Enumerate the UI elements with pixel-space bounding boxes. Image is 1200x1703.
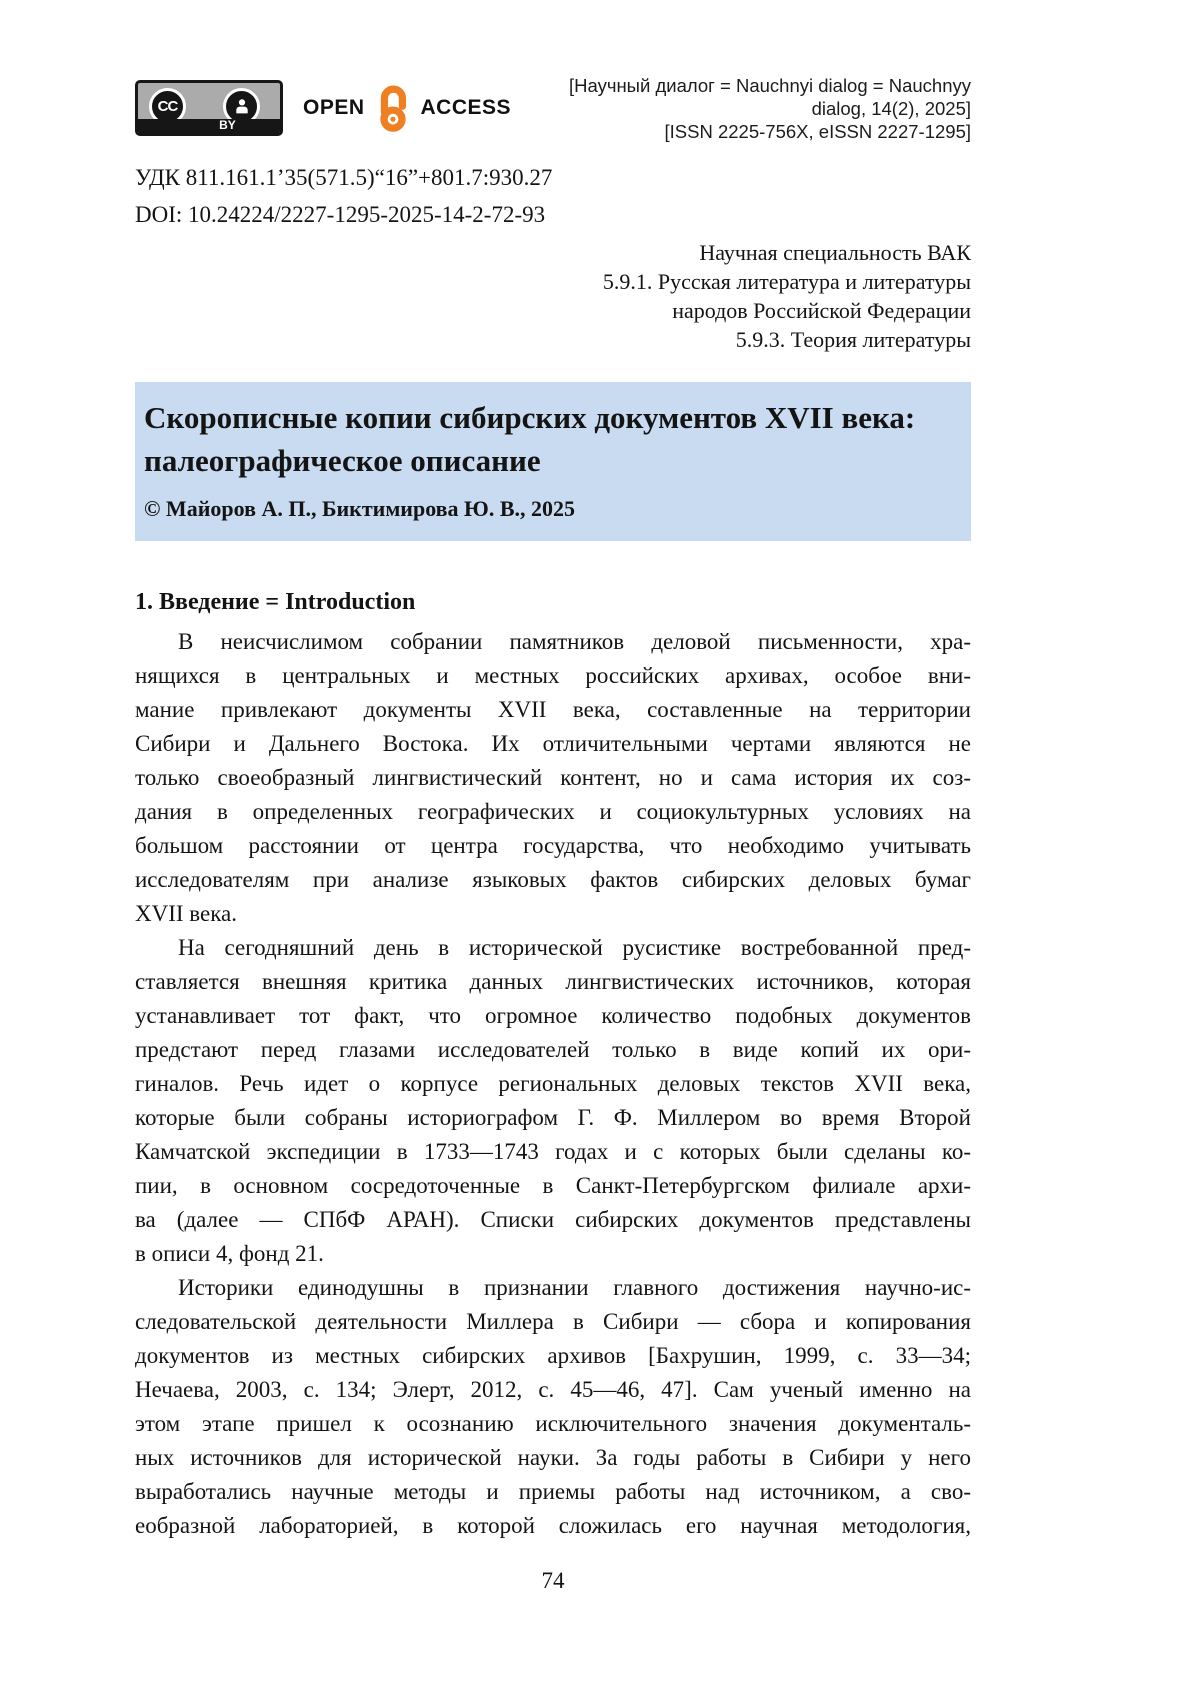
journal-reference-line1: [Научный диалог = Nauchnyi dialog = Nauchnyy dialog, 14(2), 2025] (569, 74, 971, 119)
page-number: 74 (541, 1568, 565, 1593)
udk-code: УДК 811.161.1’35(571.5)“16”+801.7:930.27 (135, 165, 553, 190)
open-access-word-open: OPEN (303, 96, 365, 119)
title-block (135, 382, 971, 541)
body-text-line: этом этапе пришел к осознанию исключительного значения документаль- (135, 1411, 971, 1436)
body-text-line: Нечаева, 2003, с. 134; Элерт, 2012, с. 45—46, 47]. Сам ученый именно на (135, 1377, 971, 1402)
body-text-line: Историки единодушны в признании главного достижения научно-ис- (178, 1275, 971, 1300)
vak-line: 5.9.1. Русская литература и литературы (602, 269, 971, 294)
body-text-line: которые были собраны историографом Г. Ф. Миллером во время Второй (135, 1105, 971, 1130)
body-text-line: мание привлекают документы XVII века, составленные на территории (135, 697, 971, 722)
body-text-line: нящихся в центральных и местных российских архивах, особое вни- (135, 663, 971, 688)
vak-line: 5.9.3. Теория литературы (735, 327, 971, 352)
cc-by-license-badge (135, 80, 283, 136)
open-access-word-access: ACCESS (420, 96, 512, 119)
body-text-line: в описи 4, фонд 21. (135, 1241, 324, 1266)
article-title-line1: Скорописные копии сибирских документов XVII века: (144, 400, 916, 435)
body-text-line: пии, в основном сосредоточенные в Санкт-Петербургском филиале архи- (135, 1173, 971, 1198)
body-text-line: гиналов. Речь идет о корпусе региональных деловых текстов XVII века, (135, 1071, 971, 1096)
body-text-line: документов из местных сибирских архивов [Бахрушин, 1999, с. 33—34; (135, 1343, 971, 1368)
person-icon (231, 96, 253, 118)
article-body (135, 625, 971, 1543)
body-text-line: В неисчислимом собрании памятников деловой письменности, хра- (178, 629, 971, 654)
journal-reference (511, 74, 971, 143)
vak-speciality-block (135, 238, 971, 354)
body-text-line: следовательской деятельности Миллера в Сибири — сбора и копирования (135, 1309, 971, 1334)
cc-by-label: BY (219, 118, 236, 132)
open-access-logo (303, 84, 511, 132)
doi-code: DOI: 10.24224/2227-1295-2025-14-2-72-93 (135, 202, 546, 227)
paragraph (135, 931, 971, 1271)
body-text-line: ва (далее — СПбФ АРАН). Списки сибирских документов представлены (135, 1207, 971, 1232)
body-text-line: На сегодняшний день в исторической русистике востребованной пред- (178, 935, 971, 960)
article-title-line2: палеографическое описание (144, 443, 541, 478)
body-text-line: предстают перед глазами исследователей только в виде копий их ори- (135, 1037, 971, 1062)
body-text-line: только своеобразный лингвистический контент, но и сама история их соз- (135, 765, 971, 790)
body-text-line: большом расстоянии от центра государства, что необходимо учитывать (135, 833, 971, 858)
cc-by-strip (138, 119, 280, 133)
section-heading: 1. Введение = Introduction (135, 589, 416, 615)
journal-reference-line2: [ISSN 2225-756X, eISSN 2227-1295] (664, 120, 971, 142)
body-text-line: Камчатской экспедиции в 1733—1743 годах и с которых были сделаны ко- (135, 1139, 971, 1164)
body-text-line: дания в определенных географических и социокультурных условиях на (135, 799, 971, 824)
body-text-line: ных источников для исторической науки. За годы работы в Сибири у него (135, 1445, 971, 1470)
authors-copyright: © Майоров А. П., Биктимирова Ю. В., 2025 (144, 496, 575, 521)
body-text-line: ставляется внешняя критика данных лингвистических источников, которая (135, 969, 971, 994)
body-text-line: устанавливает тот факт, что огромное количество подобных документов (135, 1003, 971, 1028)
vak-line: Научная специальность ВАК (699, 240, 971, 265)
body-text-line: XVII века. (135, 901, 238, 926)
body-text-line: исследователям при анализе языковых фактов сибирских деловых бумаг (135, 867, 971, 892)
paragraph (135, 1271, 971, 1543)
page-header (135, 74, 971, 142)
vak-line: народов Российской Федерации (672, 298, 971, 323)
open-lock-icon (372, 84, 414, 132)
paragraph (135, 625, 971, 931)
cc-logo-label: CC (157, 98, 178, 115)
body-text-line: еобразной лабораторией, в которой сложилась его научная методология, (135, 1513, 971, 1538)
body-text-line: Сибири и Дальнего Востока. Их отличительными чертами являются не (135, 731, 971, 756)
body-text-line: выработались научные методы и приемы работы над источником, а сво- (135, 1479, 971, 1504)
page-content (135, 74, 971, 1543)
